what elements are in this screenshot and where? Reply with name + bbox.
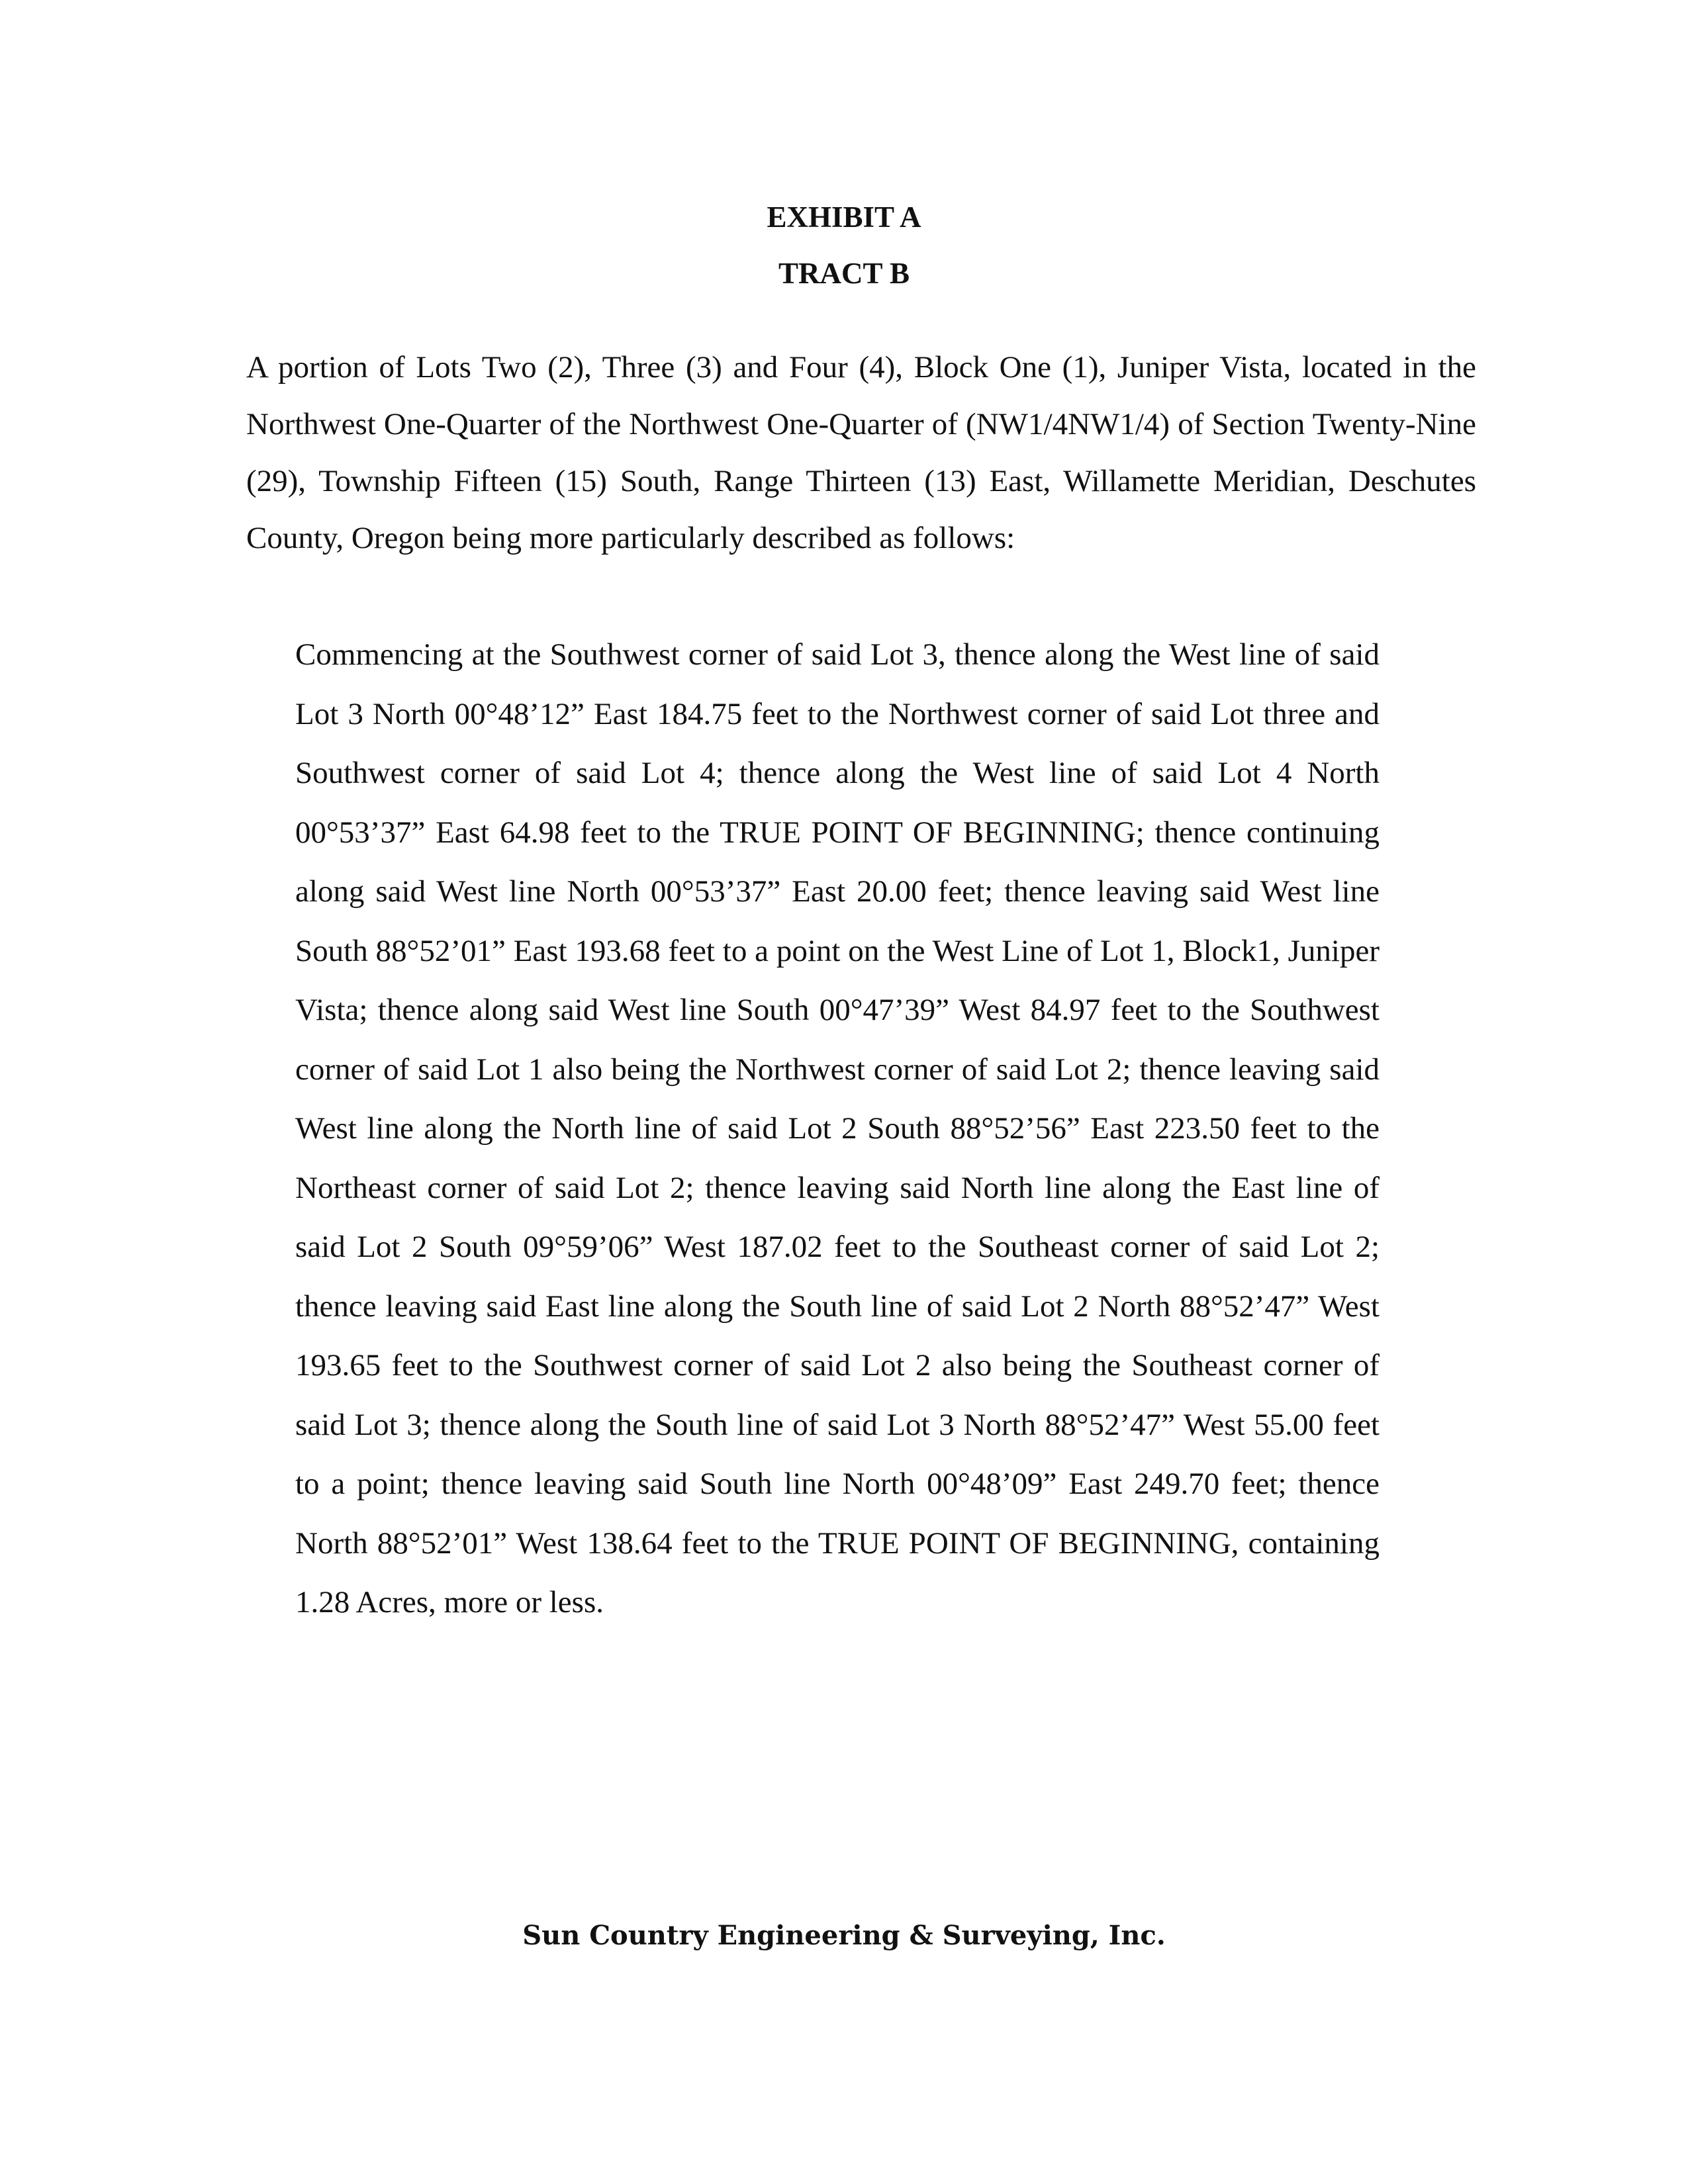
legal-description-paragraph: Commencing at the Southwest corner of said Lot 3, thence along the West line of said Lot 3 North 00°48’12” East 184.75 feet to the Northwest corner of said Lot three and Southwest corner of said Lot 4; thence along the West line of said Lot 4 North 00°53’37” East 64.98 feet to the TRUE POINT OF BEGINNING; thence continuing along said West line North 00°53’37” East 20.00 feet; thence leaving said West line South 88°52’01” East 193.68 feet to a point on the West Line of Lot 1, Block1, Juniper Vista; thence along said West line South 00°47’39” West 84.97 feet to the Southwest corner of said Lot 1 also being the Northwest corner of said Lot 2; thence leaving said West line along the North line of said Lot 2 South 88°52’56” East 223.50 feet to the Northeast corner of said Lot 2; thence leaving said North line along the East line of said Lot 2 South 09°59’06” West 187.02 feet to the Southeast corner of said Lot 2; thence leaving said East line along the South line of said Lot 2 North 88°52’47” West 193.65 feet to the Southwest corner of said Lot 2 also being the Southeast corner of said Lot 3; thence along the South line of said Lot 3 North 88°52’47” West 55.00 feet to a point; thence leaving said South line North 00°48’09” East 249.70 feet; thence North 88°52’01” West 138.64 feet to the TRUE POINT OF BEGINNING, containing 1.28 Acres, more or less. [295,637,1380,1619]
exhibit-title: EXHIBIT A [767,201,921,234]
tract-subtitle: TRACT B [778,257,910,290]
intro-paragraph: A portion of Lots Two (2), Three (3) and Four (4), Block One (1), Juniper Vista, located in the Northwest One-Quarter of the Northwest One-Quarter of (NW1/4NW1/4) of Section Twenty-Nine (29), Township Fifteen (15) South, Range Thirteen (13) East, Willamette Meridian, Deschutes County, Oregon being more particularly described as follows: [246,350,1476,555]
company-footer: Sun Country Engineering & Surveying, Inc. [522,1920,1166,1951]
